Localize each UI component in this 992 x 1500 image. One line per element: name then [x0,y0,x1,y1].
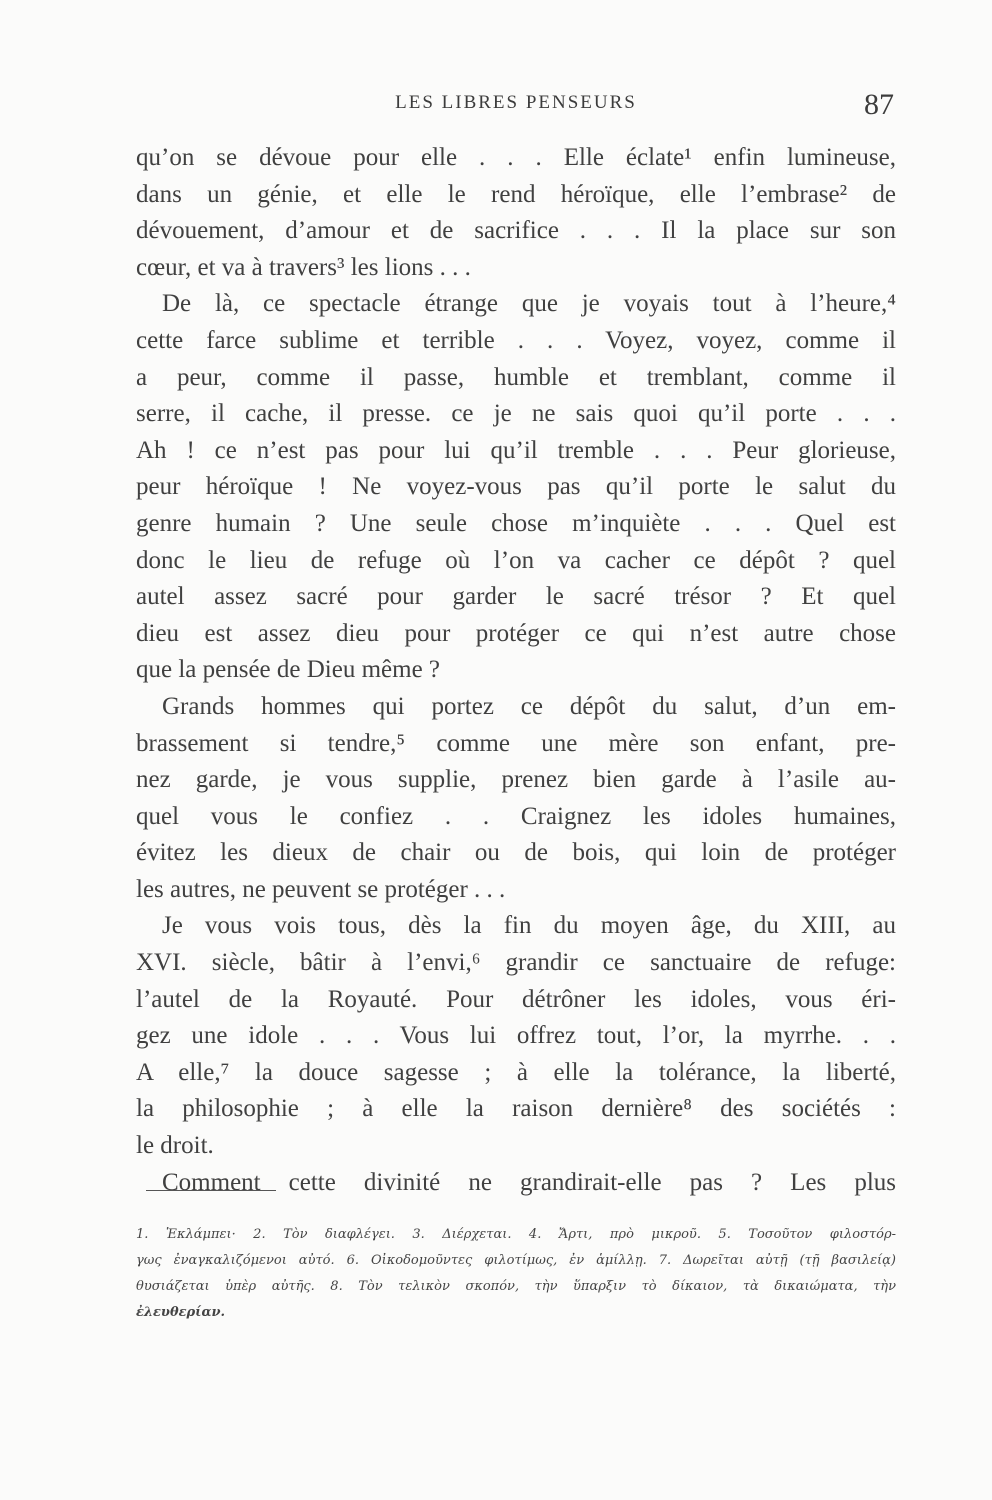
text-line: genre humain ? Une seule chose m’inquiète . . . Quel est [136,509,896,537]
footnote-line: ἐλευθερίαν. [136,1305,226,1320]
text-line: la philosophie ; à elle la raison dernière⁸ des sociétés : [136,1095,896,1123]
text-line: dieu est assez dieu pour protéger ce qui n’est autre chose [136,619,896,647]
text-line: Comment cette divinité ne grandirait-elle pas ? Les plus [162,1168,896,1196]
body-text [136,140,896,1201]
text-line: peur héroïque ! Ne voyez-vous pas qu’il porte le salut du [136,473,896,501]
text-line: dévouement, d’amour et de sacrifice . . . Il la place sur son [136,217,896,245]
text-line: XVI. siècle, bâtir à l’envi,⁶ grandir ce sanctuaire de refuge: [136,949,896,977]
text-line: gez une idole . . . Vous lui offrez tout, l’or, la myrrhe. . . [136,1022,896,1050]
footnote-rule [146,1190,276,1191]
text-line: cœur, et va à travers³ les lions . . . [136,253,471,281]
running-head [136,88,896,124]
text-line: donc le lieu de refuge où l’on va cacher ce dépôt ? quel [136,546,896,574]
text-line: qu’on se dévoue pour elle . . . Elle éclate¹ enfin lumineuse, [136,144,896,171]
text-line: le droit. [136,1132,214,1160]
text-line: serre, il cache, il presse. ce je ne sais quoi qu’il porte . . . [136,400,896,428]
text-line: a peur, comme il passe, humble et tremblant, comme il [136,363,896,391]
text-line: Je vous vois tous, dès la fin du moyen âge, du XIII, au [162,912,896,940]
footnote-line: θυσιάζεται ὑπὲρ αὐτῆς. 8. Τὸν τελικὸν σκοπόν, τὴν ὕπαρξιν τὸ δίκαιον, τὰ δικαιώματα, τὴν [136,1279,896,1294]
page-number: 87 [864,88,894,121]
text-line: autel assez sacré pour garder le sacré trésor ? Et quel [136,583,896,611]
footnote-line: 1. Ἐκλάμπει· 2. Τὸν διαφλέγει. 3. Διέρχεται. 4. Ἄρτι, πρὸ μικροῦ. 5. Τοσοῦτον φιλοστόρ- [136,1227,896,1242]
text-line: nez garde, je vous supplie, prenez bien garde à l’asile au- [136,766,896,794]
text-line: évitez les dieux de chair ou de bois, qui loin de protéger [136,839,896,867]
text-line: dans un génie, et elle le rend héroïque, elle l’embrase² de [136,180,896,208]
running-title: LES LIBRES PENSEURS [395,92,637,113]
footnote-line: γως ἐναγκαλιζόμενοι αὐτό. 6. Οἰκοδομοῦντες φιλοτίμως, ἐν ἁμίλλῃ. 7. Δωρεῖται αὐτῇ (τῇ βασιλείᾳ) [136,1253,896,1268]
text-line: Grands hommes qui portez ce dépôt du salut, d’un em- [162,692,896,720]
text-line: quel vous le confiez . . Craignez les idoles humaines, [136,802,896,830]
text-line: A elle,⁷ la douce sagesse ; à elle la tolérance, la liberté, [136,1058,896,1086]
text-line: Ah ! ce n’est pas pour lui qu’il tremble . . . Peur glorieuse, [136,436,896,464]
text-line: De là, ce spectacle étrange que je voyais tout à l’heure,⁴ [162,290,896,318]
text-line: cette farce sublime et terrible . . . Voyez, voyez, comme il [136,326,896,354]
footnotes [136,1222,896,1326]
text-line: que la pensée de Dieu même ? [136,656,441,684]
text-line: les autres, ne peuvent se protéger . . . [136,875,506,903]
text-line: brassement si tendre,⁵ comme une mère son enfant, pre- [136,729,896,757]
text-line: l’autel de la Royauté. Pour détrôner les idoles, vous éri- [136,985,896,1013]
